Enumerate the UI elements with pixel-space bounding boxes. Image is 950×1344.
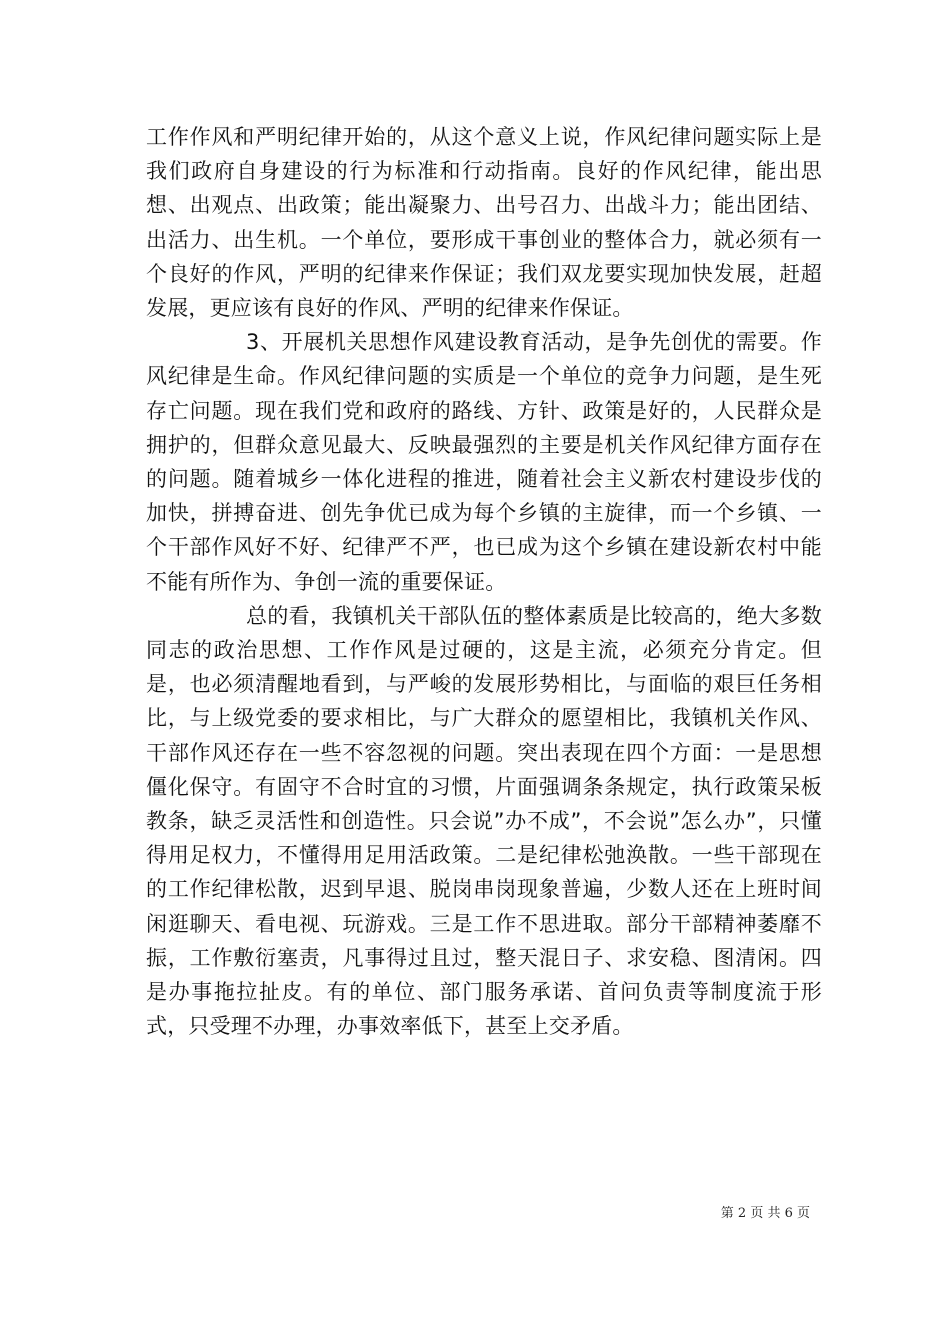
- text-line: 实现加快发展，赶超发展，更应该有良好的作风、严明的纪律来作: [146, 261, 822, 321]
- paragraph: [146, 599, 822, 1044]
- text-line: 条条规定，执行政策呆板教条，缺乏灵活性和创造性。只会说”办: [146, 774, 822, 834]
- text-line: 总的看，我镇机关干部队伍的整体素质是比较高的，绝大: [246, 603, 780, 628]
- text-line: 人民群众是拥护的，但群众意见最大、反映最强烈的主要是机关作: [146, 398, 823, 457]
- text-line: 戏。三是工作不思进取。部分干部精神萎靡不振，工作敷衍塞责，: [146, 911, 822, 970]
- text-line: 有的单位、部门服务承诺、首问负责等制度流于形式，只受理不办: [146, 980, 822, 1039]
- text-line: 理，办事效率低下，甚至上交矛盾。: [294, 1014, 634, 1039]
- text-line: 作风纪律是生命。作风纪律问题的实质是一个单位的竞争力问题，: [146, 330, 822, 389]
- text-line: 凡事得过且过，整天混日子、求安稳、图清闲。四是办事拖拉扯皮。: [146, 945, 822, 1005]
- document-body: [146, 120, 822, 1043]
- text-line: 为这个乡镇在建设新农村中能不能有所作为、争创一流的重要保证。: [146, 535, 822, 594]
- text-line: 脱岗串岗现象普遍，少数人还在上班时间闲逛聊天、看电视、玩游: [146, 877, 822, 936]
- text-line: 保证。: [570, 296, 634, 321]
- text-line: 能出思想、出观点、出政策；能出凝聚力、出号召力、出战斗力；: [146, 159, 822, 218]
- paragraph: [146, 325, 822, 599]
- text-line: 工作作风和严明纪律开始的，从这个意义上说，作风纪律问题实际: [146, 125, 779, 149]
- text-line: 四个方面：一是思想僵化保守。有固守不合时宜的习惯，片面强调: [146, 740, 822, 799]
- text-line: 多数同志的政治思想、工作作风是过硬的，这是主流，必须充分肯: [146, 603, 822, 663]
- text-line: 定。但是，也必须清醒地看到，与严峻的发展形势相比，与面临的: [146, 638, 822, 697]
- text-line: 义新农村建设步伐的加快，拼搏奋进、创先争优已成为每个乡镇的: [146, 467, 822, 526]
- text-line: 3、开展机关思想作风建设教育活动，是争先创优的需要。: [246, 330, 801, 355]
- text-line: 我镇机关作风、干部作风还存在一些不容忽视的问题。突出表现在: [146, 706, 822, 765]
- text-line: 主旋律，而一个乡镇、一个干部作风好不好、纪律严不严，也已成: [146, 501, 822, 560]
- page-number: 第 2 页 共 6 页: [720, 1206, 810, 1221]
- text-line: 策。二是纪律松弛涣散。一些干部现在的工作纪律松散，迟到早退、: [146, 843, 822, 902]
- text-line: 上是我们政府自身建设的行为标准和行动指南。良好的作风纪律，: [146, 125, 822, 184]
- text-line: 风纪律方面存在的问题。随着城乡一体化进程的推进，随着社会主: [146, 432, 822, 492]
- text-line: 不成”，不会说”怎么办”，只懂得用足权力，不懂得用足用活政: [146, 809, 823, 868]
- text-line: 力，就必须有一个良好的作风，严明的纪律来作保证；我们双龙要: [146, 227, 822, 286]
- text-line: 是生死存亡问题。现在我们党和政府的路线、方针、政策是好的，: [146, 364, 822, 423]
- text-line: 艰巨任务相比，与上级党委的要求相比，与广大群众的愿望相比，: [146, 672, 823, 731]
- paragraph: [146, 120, 822, 325]
- text-line: 能出团结、出活力、出生机。一个单位，要形成干事创业的整体合: [146, 193, 823, 252]
